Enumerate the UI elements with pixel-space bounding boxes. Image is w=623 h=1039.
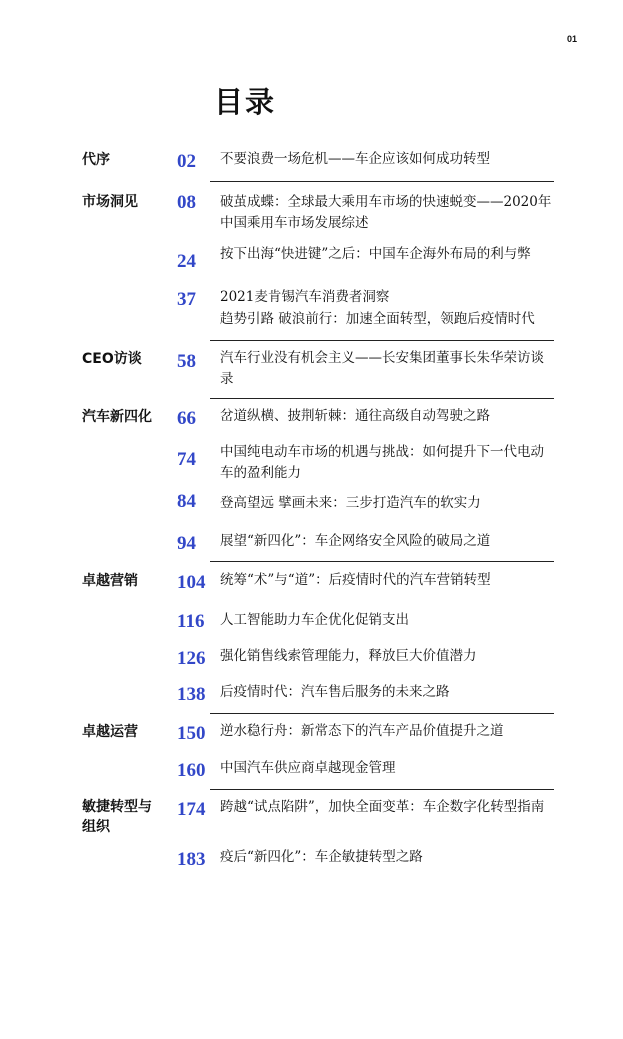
entry-page-number[interactable]: 116	[177, 611, 205, 632]
entry-title[interactable]: 中国汽车供应商卓越现金管理	[220, 760, 396, 776]
entry-page-number[interactable]: 37	[177, 289, 196, 310]
section-label: 敏捷转型与组织	[82, 799, 152, 835]
entry-page-number[interactable]: 24	[177, 251, 196, 272]
entry-page-number[interactable]: 183	[177, 849, 206, 870]
entry-page-number[interactable]: 150	[177, 723, 206, 744]
section-label: 卓越运营	[82, 724, 138, 740]
section-label: 卓越营销	[82, 573, 138, 589]
entry-title[interactable]: 汽车行业没有机会主义——长安集团董事长朱华荣访谈录	[220, 350, 544, 387]
entry-title[interactable]: 逆水稳行舟：新常态下的汽车产品价值提升之道	[220, 723, 504, 739]
entry-title[interactable]: 中国纯电动车市场的机遇与挑战：如何提升下一代电动车的盈利能力	[220, 444, 544, 481]
page-number: 01	[567, 34, 578, 44]
section-divider	[210, 398, 554, 399]
section-divider	[210, 340, 554, 341]
entry-page-number[interactable]: 138	[177, 684, 206, 705]
entry-title[interactable]: 疫后“新四化”：车企敏捷转型之路	[220, 849, 423, 865]
entry-title[interactable]: 展望“新四化”：车企网络安全风险的破局之道	[220, 533, 491, 549]
entry-title[interactable]: 强化销售线索管理能力，释放巨大价值潜力	[220, 648, 477, 664]
entry-title[interactable]: 破茧成蝶：全球最大乘用车市场的快速蜕变——2020年中国乘用车市场发展综述	[220, 194, 552, 231]
entry-title[interactable]: 2021麦肯锡汽车消费者洞察	[220, 289, 390, 305]
entry-page-number[interactable]: 104	[177, 572, 206, 593]
entry-page-number[interactable]: 74	[177, 449, 196, 470]
entry-page-number[interactable]: 66	[177, 408, 196, 429]
section-label: 代序	[82, 152, 110, 168]
entry-title[interactable]: 统筹“术”与“道”：后疫情时代的汽车营销转型	[220, 572, 491, 588]
section-divider	[210, 181, 554, 182]
entry-title[interactable]: 后疫情时代：汽车售后服务的未来之路	[220, 684, 450, 700]
section-label: 市场洞见	[82, 194, 138, 210]
entry-page-number[interactable]: 84	[177, 491, 196, 512]
page-title: 目录	[214, 85, 277, 119]
entry-page-number[interactable]: 160	[177, 760, 206, 781]
entry-page-number[interactable]: 58	[177, 351, 196, 372]
section-label: CEO访谈	[82, 351, 142, 367]
entry-title[interactable]: 登高望远 擘画未来：三步打造汽车的软实力	[220, 495, 481, 511]
entry-page-number[interactable]: 94	[177, 533, 196, 554]
section-divider	[210, 561, 554, 562]
entry-page-number[interactable]: 126	[177, 648, 206, 669]
entry-subtitle[interactable]: 趋势引路 破浪前行：加速全面转型，领跑后疫情时代	[220, 311, 535, 327]
section-divider	[210, 713, 554, 714]
entry-title[interactable]: 岔道纵横、披荆斩棘：通往高级自动驾驶之路	[220, 408, 490, 424]
entry-title[interactable]: 跨越“试点陷阱”，加快全面变革：车企数字化转型指南	[220, 799, 545, 815]
entry-title[interactable]: 不要浪费一场危机——车企应该如何成功转型	[220, 151, 490, 167]
entry-page-number[interactable]: 02	[177, 151, 196, 172]
section-label: 汽车新四化	[82, 409, 152, 425]
section-divider	[210, 789, 554, 790]
entry-title[interactable]: 人工智能助力车企优化促销支出	[220, 612, 409, 628]
entry-page-number[interactable]: 174	[177, 799, 206, 820]
entry-page-number[interactable]: 08	[177, 192, 196, 213]
entry-title[interactable]: 按下出海“快进键”之后：中国车企海外布局的利与弊	[220, 246, 531, 262]
